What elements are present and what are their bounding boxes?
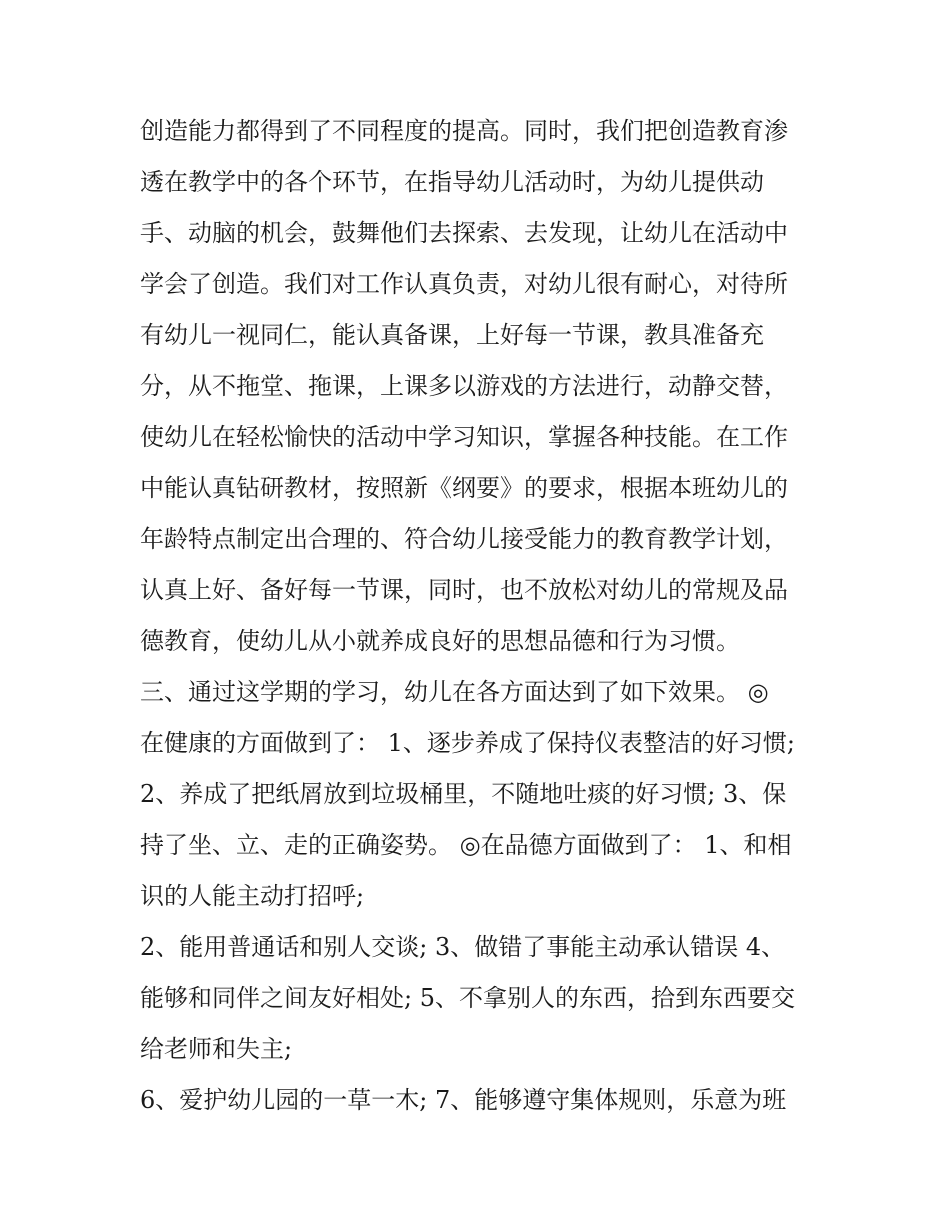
text-line: 手、动脑的机会，鼓舞他们去探索、去发现，让幼儿在活动中: [140, 219, 788, 247]
text-line: 分，从不拖堂、拖课，上课多以游戏的方法进行，动静交替，: [140, 372, 788, 400]
text-line: 给老师和失主;: [140, 1035, 293, 1063]
text-line: 使幼儿在轻松愉快的活动中学习知识，掌握各种技能。在工作: [140, 423, 788, 451]
text-line: 学会了创造。我们对工作认真负责，对幼儿很有耐心，对待所: [140, 270, 788, 298]
text-line: 年龄特点制定出合理的、符合幼儿接受能力的教育教学计划，: [140, 525, 788, 553]
text-line: 6、爱护幼儿园的一草一木; 7、能够遵守集体规则，乐意为班: [140, 1086, 787, 1114]
text-line: 有幼儿一视同仁，能认真备课，上好每一节课，教具准备充: [140, 321, 764, 349]
text-line: 在健康的方面做到了： 1、逐步养成了保持仪表整洁的好习惯;: [140, 729, 795, 757]
text-line: 识的人能主动打招呼;: [140, 882, 365, 910]
text-line: 创造能力都得到了不同程度的提高。同时，我们把创造教育渗: [140, 117, 788, 145]
text-line: 持了坐、立、走的正确姿势。 ◎在品德方面做到了： 1、和相: [140, 831, 792, 859]
text-line: 三、通过这学期的学习，幼儿在各方面达到了如下效果。 ◎: [140, 678, 769, 706]
text-line: 中能认真钻研教材，按照新《纲要》的要求，根据本班幼儿的: [140, 474, 788, 502]
text-line: 透在教学中的各个环节，在指导幼儿活动时，为幼儿提供动: [140, 168, 764, 196]
text-line: 2、能用普通话和别人交谈; 3、做错了事能主动承认错误 4、: [140, 933, 786, 961]
text-line: 认真上好、备好每一节课，同时，也不放松对幼儿的常规及品: [140, 576, 788, 604]
text-line: 德教育，使幼儿从小就养成良好的思想品德和行为习惯。: [140, 627, 740, 655]
text-line: 2、养成了把纸屑放到垃圾桶里，不随地吐痰的好习惯; 3、保: [140, 780, 787, 808]
body-text: [140, 106, 830, 1126]
text-line: 能够和同伴之间友好相处; 5、不拿别人的东西，拾到东西要交: [140, 984, 795, 1012]
